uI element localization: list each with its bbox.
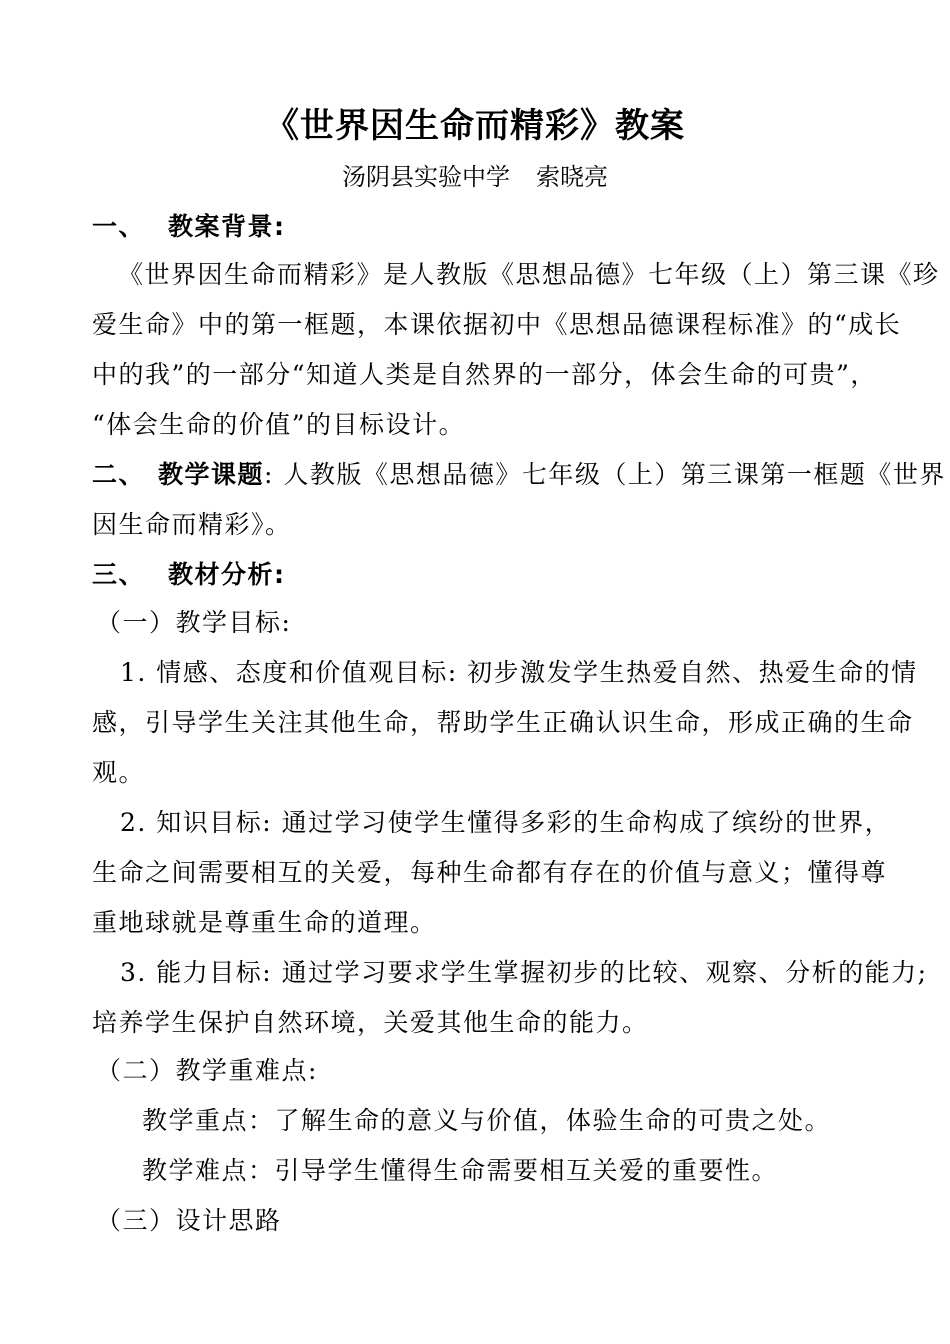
section-3-number: 三、 [92, 560, 146, 589]
section-3-heading [92, 560, 872, 590]
author-line [0, 162, 950, 192]
subsection-heading: （二）教学重难点: [96, 1056, 318, 1085]
section-2-heading [92, 460, 264, 489]
section-1-number: 一、 [92, 212, 146, 241]
paragraph-line: 生命之间需要相互的关爱，每种生命都有存在的价值与意义；懂得尊 [92, 858, 888, 887]
paragraph-line: 感，引导学生关注其他生命，帮助学生正确认识生命，形成正确的生命 [92, 708, 914, 737]
paragraph-line: 重地球就是尊重生命的道理。 [92, 908, 437, 937]
section-1-heading [92, 212, 872, 242]
paragraph-line: “体会生命的价值”的目标设计。 [92, 410, 466, 439]
paragraph-line: 1. 情感、态度和价值观目标: 初步激发学生热爱自然、热爱生命的情 [120, 658, 918, 687]
document-title: 《世界因生命而精彩》教案 [265, 106, 685, 146]
author-name: 索晓亮 [536, 163, 608, 191]
section-2-number: 二、 [92, 460, 146, 489]
subsection-heading: （一）教学目标: [96, 608, 292, 637]
difficult-point-line: 教学难点：引导学生懂得生命需要相互关爱的重要性。 [142, 1156, 779, 1185]
paragraph-line: 爱生命》中的第一框题，本课依据初中《思想品德课程标准》的“成长 [92, 310, 902, 339]
paragraph-line: 2. 知识目标: 通过学习使学生懂得多彩的生命构成了缤纷的世界， [120, 808, 892, 837]
paragraph-line: 中的我”的一部分“知道人类是自然界的一部分，体会生命的可贵”， [92, 360, 877, 389]
paragraph-line: 《世界因生命而精彩》是人教版《思想品德》七年级（上）第三课《珍 [118, 260, 940, 289]
section-2-title: 教学课题 [158, 460, 265, 489]
paragraph-line: 因生命而精彩》。 [92, 510, 292, 539]
paragraph-line: 观。 [92, 758, 146, 787]
key-point-line: 教学重点：了解生命的意义与价值，体验生命的可贵之处。 [142, 1106, 832, 1135]
section-2-line [92, 460, 946, 490]
section-2-text: : 人教版《思想品德》七年级（上）第三课第一框题《世界 [264, 460, 946, 489]
paragraph-line: 3. 能力目标: 通过学习要求学生掌握初步的比较、观察、分析的能力; [120, 958, 928, 987]
subsection-heading: （三）设计思路 [96, 1206, 282, 1235]
author-school: 汤阴县实验中学 [342, 163, 510, 191]
section-1-title: 教案背景: [168, 212, 286, 241]
section-3-title: 教材分析: [168, 560, 286, 589]
paragraph-line: 培养学生保护自然环境，关爱其他生命的能力。 [92, 1008, 649, 1037]
